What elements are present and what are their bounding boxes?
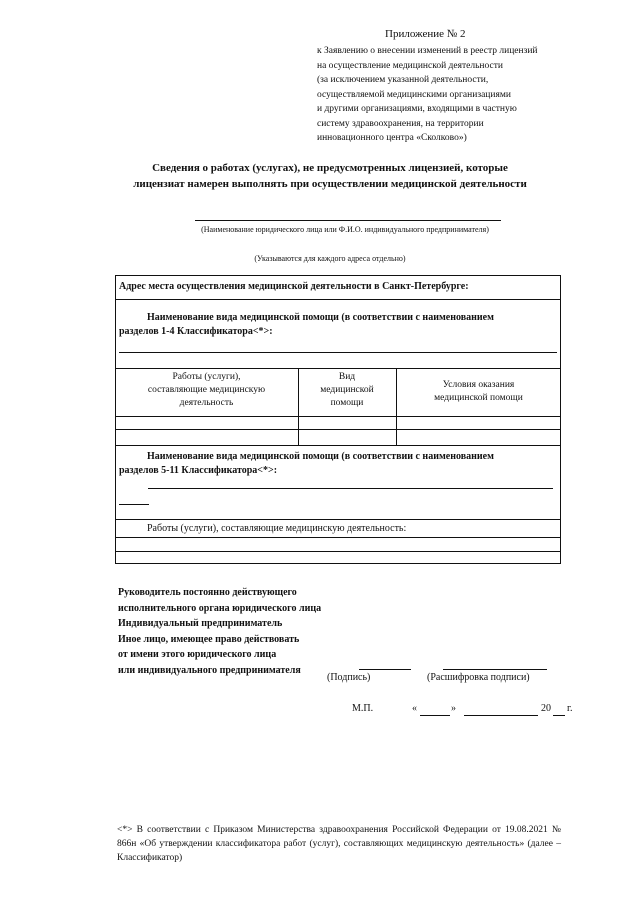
date-year-suffix: г. bbox=[567, 703, 573, 714]
title-line: Сведения о работах (услугах), не предусмотренных лицензией, которые bbox=[152, 162, 508, 174]
col-header-works: Работы (услуги), составляющие медицинскую деятельность bbox=[147, 372, 266, 408]
appendix-line: осуществляемой медицинскими организациями bbox=[317, 89, 511, 100]
signer-line: или индивидуального предпринимателя bbox=[118, 664, 301, 676]
works-top-border bbox=[115, 519, 561, 520]
title-line: лицензиат намерен выполнять при осуществлении медицинской деятельности bbox=[133, 178, 527, 190]
date-quote-open: « bbox=[412, 703, 417, 714]
date-year-field[interactable] bbox=[553, 715, 565, 716]
date-day-field[interactable] bbox=[420, 715, 450, 716]
date-quote-close: » bbox=[451, 703, 456, 714]
stamp-label: М.П. bbox=[352, 703, 374, 714]
each-address-note: (Указываются для каждого адреса отдельно) bbox=[254, 254, 406, 263]
appendix-title: Приложение № 2 bbox=[385, 28, 466, 40]
signer-line: от имени этого юридического лица bbox=[118, 649, 277, 660]
section2-label-line2: разделов 5-11 Классификатора<*>: bbox=[119, 465, 278, 476]
appendix-line: (за исключением указанной деятельности, bbox=[317, 75, 489, 85]
col-header-care-type: Вид медицинской помощи bbox=[320, 372, 374, 408]
signer-line: Индивидуальный предприниматель bbox=[118, 618, 283, 629]
signer-line: исполнительного органа юридического лица bbox=[118, 602, 322, 614]
signature-field[interactable] bbox=[359, 669, 411, 670]
works-row-border bbox=[115, 537, 561, 538]
signer-block bbox=[118, 585, 321, 678]
appendix-line: и другими организациями, входящими в частную bbox=[317, 104, 517, 114]
table1-top-border bbox=[115, 368, 561, 369]
licensee-name-caption: (Наименование юридического лица или Ф.И.О. индивидуального предпринимателя) bbox=[201, 225, 489, 234]
footnote: <*> В соответствии с Приказом Министерства здравоохранения Российской Федерации от 19.08.2021 № 866н «Об утверждении классификатора работ (услуг), составляющих медицинскую деятельность» (далее – Классификатор) bbox=[117, 825, 561, 863]
works-row-border bbox=[115, 551, 561, 552]
licensee-name-field[interactable] bbox=[195, 220, 501, 221]
appendix-line: инновационного центра «Сколково») bbox=[317, 133, 467, 143]
section2-fill-line[interactable] bbox=[148, 488, 553, 489]
signature-decode-caption: (Расшифровка подписи) bbox=[427, 672, 530, 683]
col-header-conditions: Условия оказания медицинской помощи bbox=[434, 380, 523, 403]
signer-line: Руководитель постоянно действующего bbox=[118, 587, 297, 598]
table1-header-border bbox=[115, 416, 561, 417]
appendix-line: на осуществление медицинской деятельности bbox=[317, 60, 503, 71]
table1-row-border bbox=[115, 429, 561, 430]
section1-label-line1: Наименование вида медицинской помощи (в соответствии с наименованием bbox=[147, 312, 494, 323]
works-label: Работы (услуги), составляющие медицинскую деятельность: bbox=[147, 523, 407, 534]
address-divider bbox=[115, 299, 561, 300]
table1-bottom-border bbox=[115, 445, 561, 446]
section2-label-line1: Наименование вида медицинской помощи (в соответствии с наименованием bbox=[147, 451, 494, 462]
section1-fill-line[interactable] bbox=[119, 352, 557, 353]
appendix-line: к Заявлению о внесении изменений в реестр лицензий bbox=[317, 46, 538, 56]
signature-caption: (Подпись) bbox=[327, 672, 371, 683]
signer-line: Иное лицо, имеющее право действовать bbox=[118, 633, 300, 645]
appendix-line: систему здравоохранения, на территории bbox=[317, 118, 484, 129]
appendix-description bbox=[317, 44, 627, 146]
date-month-field[interactable] bbox=[464, 715, 538, 716]
section1-label-line2: разделов 1-4 Классификатора<*>: bbox=[119, 326, 273, 337]
signature-decode-field[interactable] bbox=[443, 669, 547, 670]
document-title bbox=[90, 160, 570, 192]
address-label: Адрес места осуществления медицинской деятельности в Санкт-Петербурге: bbox=[119, 281, 469, 292]
date-year-prefix: 20 bbox=[541, 703, 551, 714]
section2-fill-line-short[interactable] bbox=[119, 504, 149, 505]
